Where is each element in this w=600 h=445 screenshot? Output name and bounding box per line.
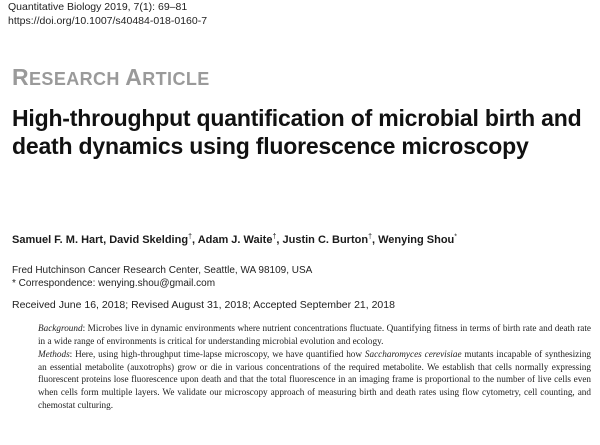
abstract-methods	[38, 348, 591, 411]
author-name: Wenying Shou	[378, 233, 455, 246]
doi-link[interactable]: https://doi.org/10.1007/s40484-018-0160-7	[8, 15, 208, 27]
author-separator: ,	[103, 233, 110, 246]
author	[378, 234, 457, 246]
author-separator: ,	[276, 233, 283, 246]
author-name: Adam J. Waite	[197, 233, 273, 246]
author	[283, 234, 379, 246]
abstract-background	[38, 322, 591, 347]
affiliation-block	[12, 265, 312, 290]
author-name: David Skelding	[109, 233, 189, 246]
author-list	[12, 233, 457, 246]
author	[12, 234, 109, 246]
author	[198, 234, 283, 246]
methods-text-2: mutants incapable of synthesizing an essential metabolite (auxotrophs) grow or die in various concentrations of the required metabolite. We establish that cells normally expressing fluorescent proteins lose fluorescence upon death and that the total fluorescence in an imaging frame is proportional to the number of live cells even when cells form multiple layers. We validate our microscopy approach of measuring birth and death rates using flow cytometry, cell counting, and chemostat culturing.	[38, 349, 592, 410]
author-name: Justin C. Burton	[282, 233, 369, 246]
background-text: : Microbes live in dynamic environments where nutrient concentrations fluctuate. Quantifying fitness in terms of birth rate and death rate in a wide range of environments is critical for understanding microbial evolution and ecology.	[38, 323, 591, 346]
article-type-initial-2: A	[125, 64, 143, 90]
paper-title: High-throughput quantification of microbial birth and death dynamics using fluorescence microscopy	[12, 105, 582, 159]
journal-citation: Quantitative Biology 2019, 7(1): 69–81	[8, 1, 188, 13]
author-mark: †	[272, 233, 277, 240]
author-mark: *	[454, 233, 458, 240]
author-separator: ,	[371, 233, 379, 246]
correspondence: * Correspondence: wenying.shou@gmail.com	[12, 277, 216, 289]
article-type-rest-2: RTICLE	[142, 69, 210, 89]
article-type-rest-1: ESEARCH	[29, 69, 120, 89]
methods-species: Saccharomyces cerevisiae	[364, 349, 462, 360]
author-mark: †	[188, 233, 192, 240]
abstract	[38, 322, 591, 412]
methods-label: Methods	[38, 349, 70, 360]
author-name: Samuel F. M. Hart	[12, 233, 104, 246]
author-mark: †	[368, 233, 372, 240]
background-label: Background	[38, 323, 83, 333]
author-separator: ,	[191, 233, 198, 246]
article-type	[12, 64, 210, 91]
author	[109, 234, 197, 246]
methods-text-1: : Here, using high-throughput time-lapse microscopy, we have quantified how	[69, 349, 365, 360]
publication-dates: Received June 16, 2018; Revised August 31, 2018; Accepted September 21, 2018	[12, 299, 395, 311]
article-type-initial-1: R	[12, 64, 30, 90]
affiliation: Fred Hutchinson Cancer Research Center, Seattle, WA 98109, USA	[12, 265, 313, 276]
